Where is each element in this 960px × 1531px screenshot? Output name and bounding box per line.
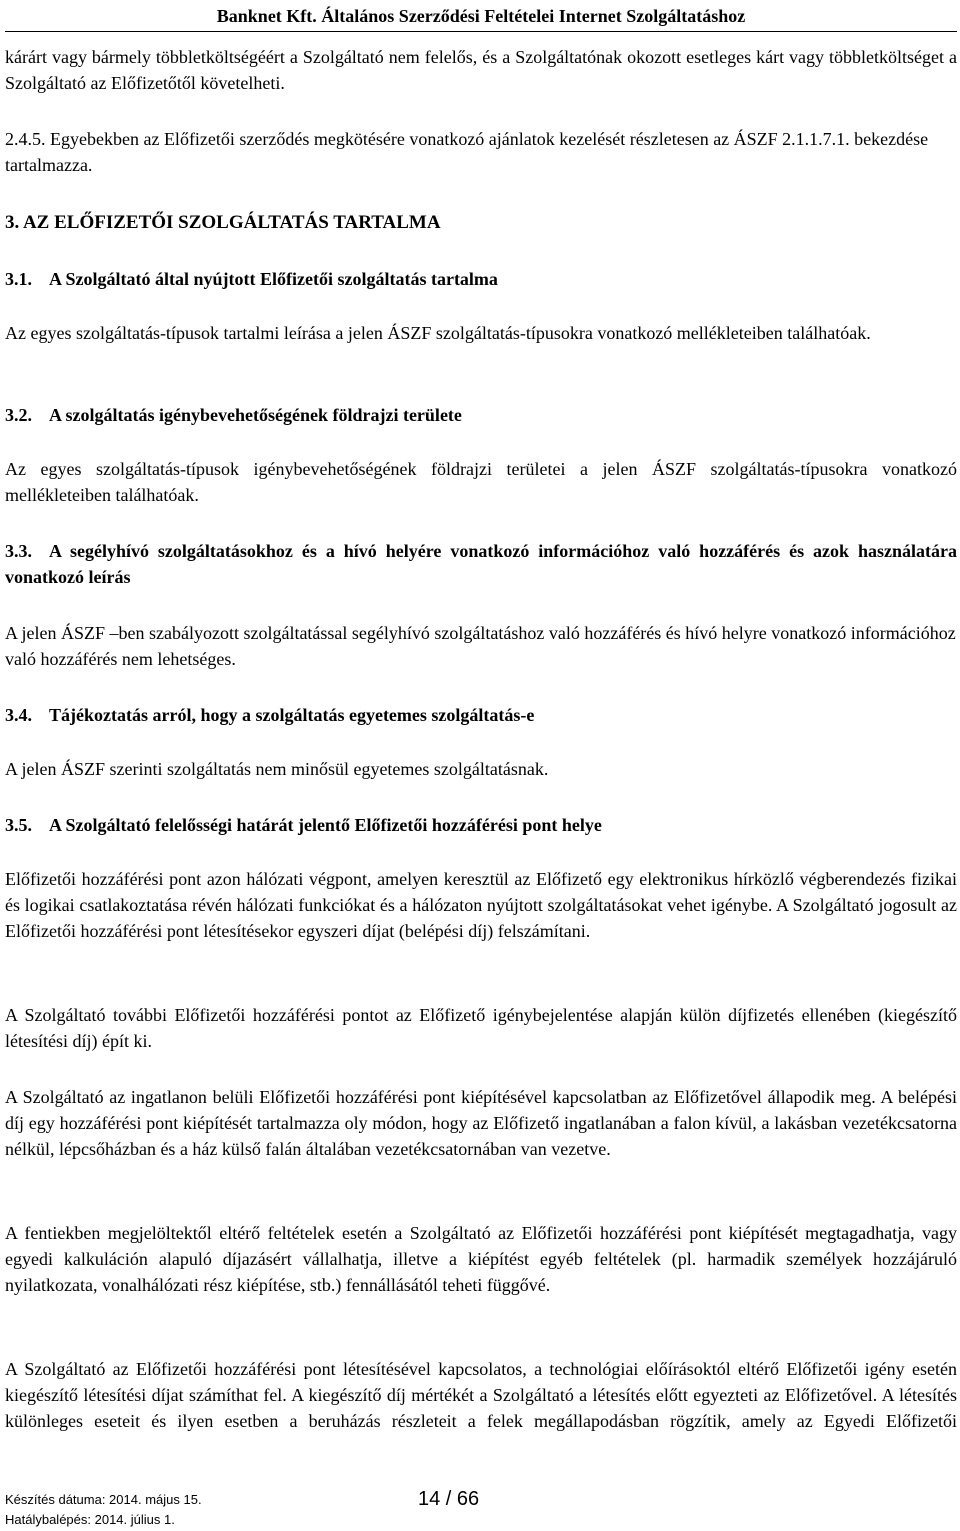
subsection-3-5-paragraph-3: A Szolgáltató az ingatlanon belüli Előfizetői hozzáférési pont kiépítésével kapcsolatban az Előfizetővel állapodik meg. A belépési díj egy hozzáférési pont kiépítését tartalmazza oly módon, hogy az Előfizető ingatlanában a falon kívül, a lakásban vezetékcsatorna nélkül, lépcsőházban és a ház külső falán általában vezetékcsatornában van vezetve. [5, 1087, 957, 1159]
intro-paragraph-1: kárárt vagy bármely többletköltségéért a Szolgáltató nem felelős, és a Szolgáltatónak okozott esetleges kárt vagy többletköltséget a Szolgáltató az Előfizetőtől követelheti. [5, 47, 957, 93]
subsection-3-3-body: A jelen ÁSZF –ben szabályozott szolgáltatással segélyhívó szolgáltatáshoz való hozzáférés és hívó helyre vonatkozó információhoz való hozzáférés nem lehetséges. [5, 623, 956, 669]
subsection-3-1-heading [5, 266, 957, 292]
subsection-3-3-heading [5, 538, 957, 590]
subsection-3-4-body: A jelen ÁSZF szerinti szolgáltatás nem minősül egyetemes szolgáltatásnak. [5, 759, 549, 779]
subsection-title: Tájékoztatás arról, hogy a szolgáltatás egyetemes szolgáltatás-e [49, 705, 535, 725]
subsection-number: 3.4. [5, 705, 32, 725]
subsection-number: 3.5. [5, 815, 32, 835]
subsection-number: 3.3. [5, 541, 32, 561]
subsection-3-1-body: Az egyes szolgáltatás-típusok tartalmi leírása a jelen ÁSZF szolgáltatás-típusokra vonatkozó mellékleteiben találhatóak. [5, 323, 871, 343]
intro-paragraph-2: 2.4.5. Egyebekben az Előfizetői szerződés megkötésére vonatkozó ajánlatok kezelését részletesen az ÁSZF 2.1.1.7.1. bekezdése tartalmazza. [5, 129, 929, 175]
section-heading: 3. AZ ELŐFIZETŐI SZOLGÁLTATÁS TARTALMA [5, 212, 441, 233]
document-page [5, 0, 957, 1531]
subsection-title: A Szolgáltató által nyújtott Előfizetői szolgáltatás tartalma [49, 269, 498, 289]
subsection-3-5-paragraph-1: Előfizetői hozzáférési pont azon hálózati végpont, amelyen keresztül az Előfizető egy elektronikus hírközlő végberendezés fizikai és logikai csatlakoztatása révén hálózati funkciókat és a hálózaton nyújtott szolgáltatásokat vehet igénybe. A Szolgáltató jogosult az Előfizetői hozzáférési pont létesítésekor egyszeri díjat (belépési díj) felszámítani. [5, 869, 957, 941]
header-rule [5, 31, 957, 32]
footer-effective-date: Hatálybalépés: 2014. július 1. [5, 1512, 175, 1527]
subsection-title: A Szolgáltató felelősségi határát jelentő Előfizetői hozzáférési pont helye [49, 815, 602, 835]
page-footer-dates [5, 1490, 202, 1530]
subsection-3-5-paragraph-4: A fentiekben megjelöltektől eltérő feltételek esetén a Szolgáltató az Előfizetői hozzáférési pont kiépítését megtagadhatja, vagy egyedi kalkuláción alapuló díjazásért vállalhatja, illetve a kiépítést egyéb feltételek (pl. harmadik személyek hozzájáruló nyilatkozata, vonalhálózati rész kiépítése, stb.) fennállásától teheti függővé. [5, 1223, 957, 1295]
subsection-3-5-paragraph-5: A Szolgáltató az Előfizetői hozzáférési pont létesítésével kapcsolatos, a technológiai előírásoktól eltérő Előfizetői igény esetén kiegészítő létesítési díjat számíthat fel. A kiegészítő díj mértékét a Szolgáltató a létesítés előtt egyezteti az Előfizetővel. A létesítés különleges eseteit és ilyen esetben a beruházás részleteit a felek megállapodásban rögzítik, amely az Egyedi Előfizetői [5, 1359, 957, 1431]
page-number: 14 / 66 [418, 1488, 480, 1510]
subsection-title: A segélyhívó szolgáltatásokhoz és a hívó helyére vonatkozó információhoz való hozzáférés és azok használatára vonatkozó leírás [5, 541, 957, 587]
subsection-3-5-heading [5, 812, 957, 838]
subsection-3-5-paragraph-2: A Szolgáltató további Előfizetői hozzáférési pontot az Előfizető igénybejelentése alapján külön díjfizetés ellenében (kiegészítő létesítési díj) épít ki. [5, 1005, 957, 1051]
subsection-number: 3.1. [5, 269, 32, 289]
subsection-3-4-heading [5, 702, 957, 728]
subsection-title: A szolgáltatás igénybevehetőségének földrajzi területe [49, 405, 462, 425]
page-header: Banknet Kft. Általános Szerződési Feltételei Internet Szolgáltatáshoz [216, 6, 746, 26]
subsection-number: 3.2. [5, 405, 32, 425]
subsection-3-2-heading [5, 402, 957, 428]
footer-created-date: Készítés dátuma: 2014. május 15. [5, 1492, 202, 1507]
subsection-3-2-body: Az egyes szolgáltatás-típusok igénybevehetőségének földrajzi területei a jelen ÁSZF szolgáltatás-típusokra vonatkozó mellékleteiben találhatóak. [5, 459, 957, 505]
